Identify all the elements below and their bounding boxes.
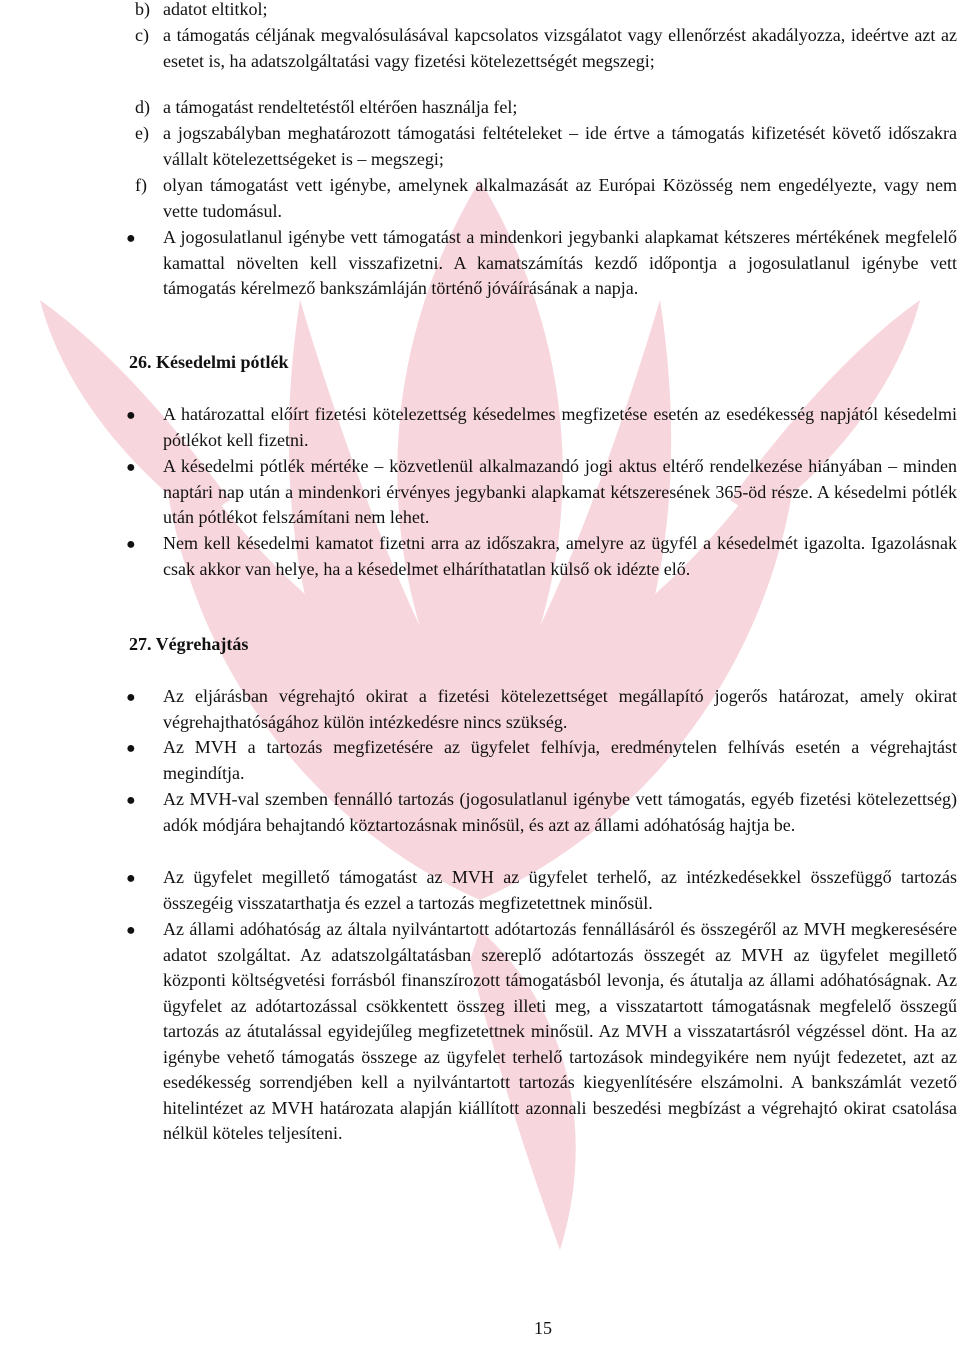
bullet-paragraph: Az állami adóhatóság az általa nyilvántartott adótartozás fennállásáról és összegéről az MVH megkeresésére adatot szolgáltat. Az adatszolgáltatásban szereplő adótartozás összegét az MVH az ügyfelet megillető központi költségvetési forrásból finanszírozott támogatásból levonja, és átutalja az állami adóhatóságnak. Az ügyfelet az adótartozással csökkentett összeg illeti meg, a visszatartott támogatásnak megfelelő összegű tartozás az átutalással egyidejűleg megfizetettnek minősül. Az MVH a visszatartásról végzéssel dönt. Ha az igénybe vehető támogatás összege az ügyfelet terhelő tartozások mindegyikére nem nyújt fedezetet, azt az esedékesség sorrendjében kell a nyilvántartott tartozás kiegyenlítésére elszámolni. A bankszámlát vezető hitelintézet az MVH határozata alapján kiállított azonnali beszedési megbízást a végrehajtó okirat csatolása nélkül köteles teljesíteni. xyxy=(163,919,957,1143)
section-heading: 27. Végrehajtás xyxy=(129,634,249,654)
item-text: a támogatás céljának megvalósulásával kapcsolatos vizsgálatot vagy ellenőrzést akadályozza, ideértve azt az esetet is, ha adatszolgáltatási vagy fizetési kötelezettségét megszegi; xyxy=(163,25,957,71)
bullet-paragraph: Az ügyfelet megillető támogatást az MVH az ügyfelet terhelő, az intézkedésekkel összefüggő tartozás összegéig visszatarthatja és ezzel a tartozás megfizetettnek minősül. xyxy=(163,867,957,913)
list-item xyxy=(135,173,957,224)
item-text: olyan támogatást vett igénybe, amelynek alkalmazását az Európai Közösség nem engedélyezte, vagy nem vette tudomásul. xyxy=(163,175,957,221)
item-label: d) xyxy=(135,97,150,117)
bullet-paragraph: Az eljárásban végrehajtó okirat a fizetési kötelezettséget megállapító jogerős határozat, amely okirat végrehajthatóságához külön intézkedésre nincs szükség. xyxy=(163,686,957,732)
bullet-dot: ● xyxy=(126,459,136,476)
bullet-paragraph: Az MVH-val szemben fennálló tartozás (jogosulatlanul igénybe vett támogatás, egyéb fizetési kötelezettség) adók módjára behajtandó köztartozásnak minősül, és azt az állami adóhatóság hajtja be. xyxy=(163,789,957,835)
bullet-dot: ● xyxy=(126,230,136,247)
bullet-dot: ● xyxy=(126,407,136,424)
bullet-dot: ● xyxy=(126,870,136,887)
list-item xyxy=(135,121,957,172)
item-text: a jogszabályban meghatározott támogatási feltételeket – ide értve a támogatás kifizetését követő időszakra vállalt kötelezettségeket is – megszegi; xyxy=(163,123,957,169)
bullet-dot: ● xyxy=(126,740,136,757)
list-item xyxy=(135,23,957,74)
bullet-paragraph: A késedelmi pótlék mértéke – közvetlenül alkalmazandó jogi aktus eltérő rendelkezése hiányában – minden naptári nap után a mindenkori érvényes jegybanki alapkamat kétszeresének 365-öd része. A késedelmi pótlék után pótlékot felszámítani nem lehet. xyxy=(163,456,957,527)
item-label: e) xyxy=(135,123,149,143)
item-label: c) xyxy=(135,25,149,45)
list-item xyxy=(135,0,957,23)
bullet-paragraph: Nem kell késedelmi kamatot fizetni arra az időszakra, amelyre az ügyfél a késedelmét igazolta. Igazolásnak csak akkor van helye, ha a késedelmet elháríthatatlan külső ok idézte elő. xyxy=(163,533,957,579)
list-item xyxy=(135,95,957,121)
bullet-paragraph: Az MVH a tartozás megfizetésére az ügyfelet felhívja, eredménytelen felhívás esetén a végrehajtást megindítja. xyxy=(163,737,957,783)
item-text: adatot eltitkol; xyxy=(163,0,268,19)
item-text: a támogatást rendeltetéstől eltérően használja fel; xyxy=(163,97,518,117)
item-label: f) xyxy=(135,175,147,195)
bullet-dot: ● xyxy=(126,689,136,706)
bullet-paragraph: A határozattal előírt fizetési kötelezettség késedelmes megfizetése esetén az esedékesség napjától késedelmi pótlékot kell fizetni. xyxy=(163,404,957,450)
section-heading: 26. Késedelmi pótlék xyxy=(129,352,289,372)
bullet-dot: ● xyxy=(126,536,136,553)
bullet-dot: ● xyxy=(126,922,136,939)
bullet-dot: ● xyxy=(126,792,136,809)
item-label: b) xyxy=(135,0,150,19)
bullet-paragraph: A jogosulatlanul igénybe vett támogatást a mindenkori jegybanki alapkamat kétszeres mértékének megfelelő kamattal növelten kell visszafizetni. A kamatszámítás kezdő időpontja a jogosulatlanul igénybe vett támogatás kérelmező bankszámláján történő jóváírásának a napja. xyxy=(163,227,957,298)
page-number: 15 xyxy=(534,1318,552,1338)
